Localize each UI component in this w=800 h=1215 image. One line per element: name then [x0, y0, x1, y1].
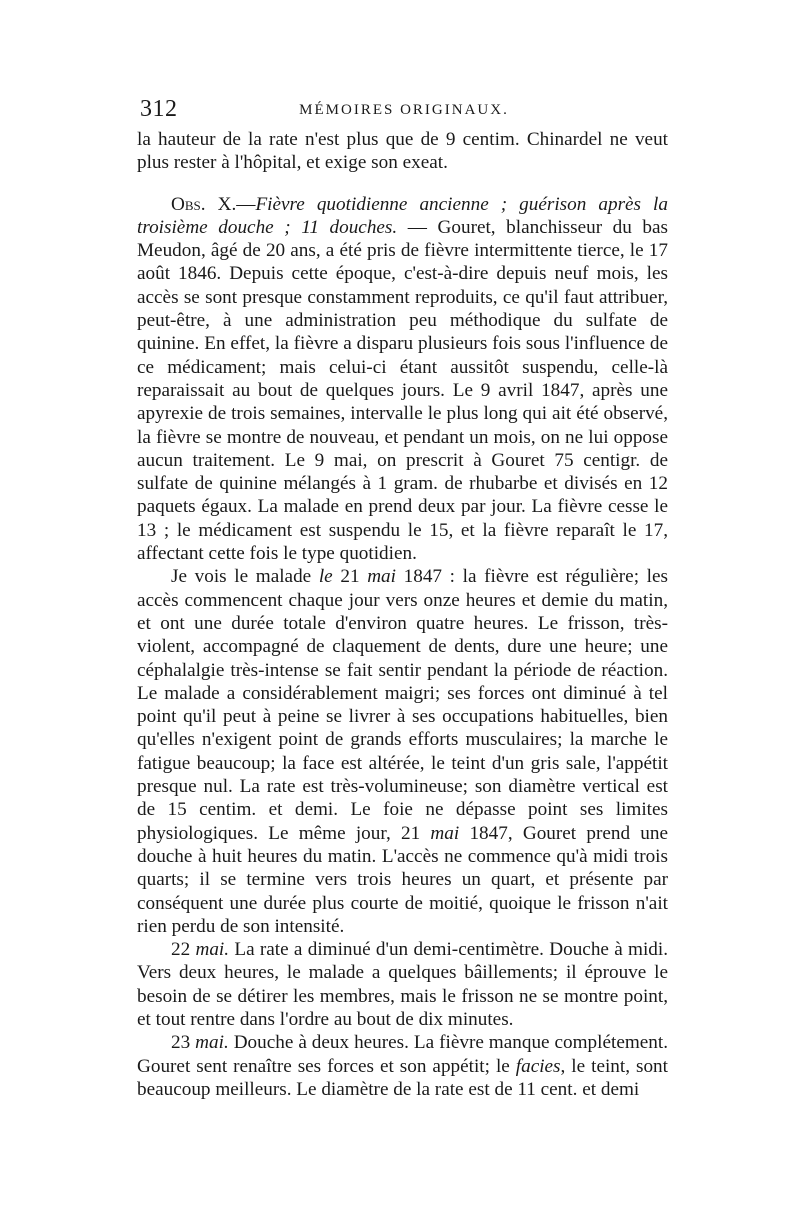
paragraph: 22 mai. La rate a diminué d'un demi-centimètre. Douche à midi. Vers deux heures, le malade a quelques bâillements; il éprouve le besoin de se détirer les membres, mais le frisson ne se montre point, et tout rentre dans l'ordre au bout de dix minutes.	[137, 939, 669, 1030]
paragraph: la hauteur de la rate n'est plus que de 9 centim. Chinardel ne veut plus rester à l'hôpital, et exige son exeat.	[137, 129, 668, 174]
page-number: 312	[140, 96, 178, 122]
observation-label: Obs. X.	[171, 193, 237, 215]
running-title: MÉMOIRES ORIGINAUX.	[299, 102, 509, 118]
observation-title: Fièvre quotidienne ancienne ; guérison après la troisième douche ; 11 douches.	[137, 193, 668, 238]
dash: —	[236, 193, 256, 215]
paragraph: 23 mai. Douche à deux heures. La fièvre manque complétement. Gouret sent renaître ses forces et son appétit; le facies, le teint, sont beaucoup meilleurs. Le diamètre de la rate est de 11 cent. et demi	[137, 1032, 668, 1100]
observation-text: — Gouret, blanchisseur du bas Meudon, âgé de 20 ans, a été pris de fièvre intermittente tierce, le 17 août 1846. Depuis cette époque, c'est-à-dire depuis neuf mois, les accès se sont presque constamment reproduits, ce qu'il faut attribuer, peut-être, à une administration peu méthodique du sulfate de quinine. En effet, la fièvre a disparu plusieurs fois sous l'influence de ce médicament; mais celui-ci étant aussitôt suspendu, celle-là reparaissait au bout de quelques jours. Le 9 avril 1847, après une apyrexie de trois semaines, intervalle le plus long qui ait été observé, la fièvre se montre de nouveau, et pendant un mois, on ne lui oppose aucun traitement. Le 9 mai, on prescrit à Gouret 75 centigr. de sulfate de quinine mélangés à 1 gram. de rhubarbe et divisés en 12 paquets égaux. La malade en prend deux par jour. La fièvre cesse le 13 ; le médicament est suspendu le 15, et la fièvre reparaît le 17, affectant cette fois le type quotidien.	[137, 216, 668, 565]
text-body	[137, 128, 668, 1101]
observation-paragraph	[137, 193, 668, 566]
paragraph: Je vois le malade le 21 mai 1847 : la fièvre est régulière; les accès commencent chaque jour vers onze heures et demie du matin, et ont une durée totale d'environ quatre heures. Le frisson, très-violent, accompagné de claquement de dents, dure une heure; une céphalalgie très-intense se fait sentir pendant la période de réaction. Le malade a considérablement maigri; ses forces ont diminué à tel point qu'il peut à peine se livrer à ses occupations habituelles, bien qu'elles n'exigent point de grands efforts musculaires; la marche le fatigue beaucoup; la face est altérée, le teint d'un gris sale, l'appétit presque nul. La rate est très-volumineuse; son diamètre vertical est de 15 centim. et demi. Le foie ne dépasse point ses limites physiologiques. Le même jour, 21 mai 1847, Gouret prend une douche à huit heures du matin. L'accès ne commence qu'à midi trois quarts; il se termine vers trois heures un quart, et présente par conséquent une durée plus courte de moitié, quoique le frisson n'ait rien perdu de son intensité.	[137, 566, 668, 937]
running-header	[140, 96, 668, 126]
